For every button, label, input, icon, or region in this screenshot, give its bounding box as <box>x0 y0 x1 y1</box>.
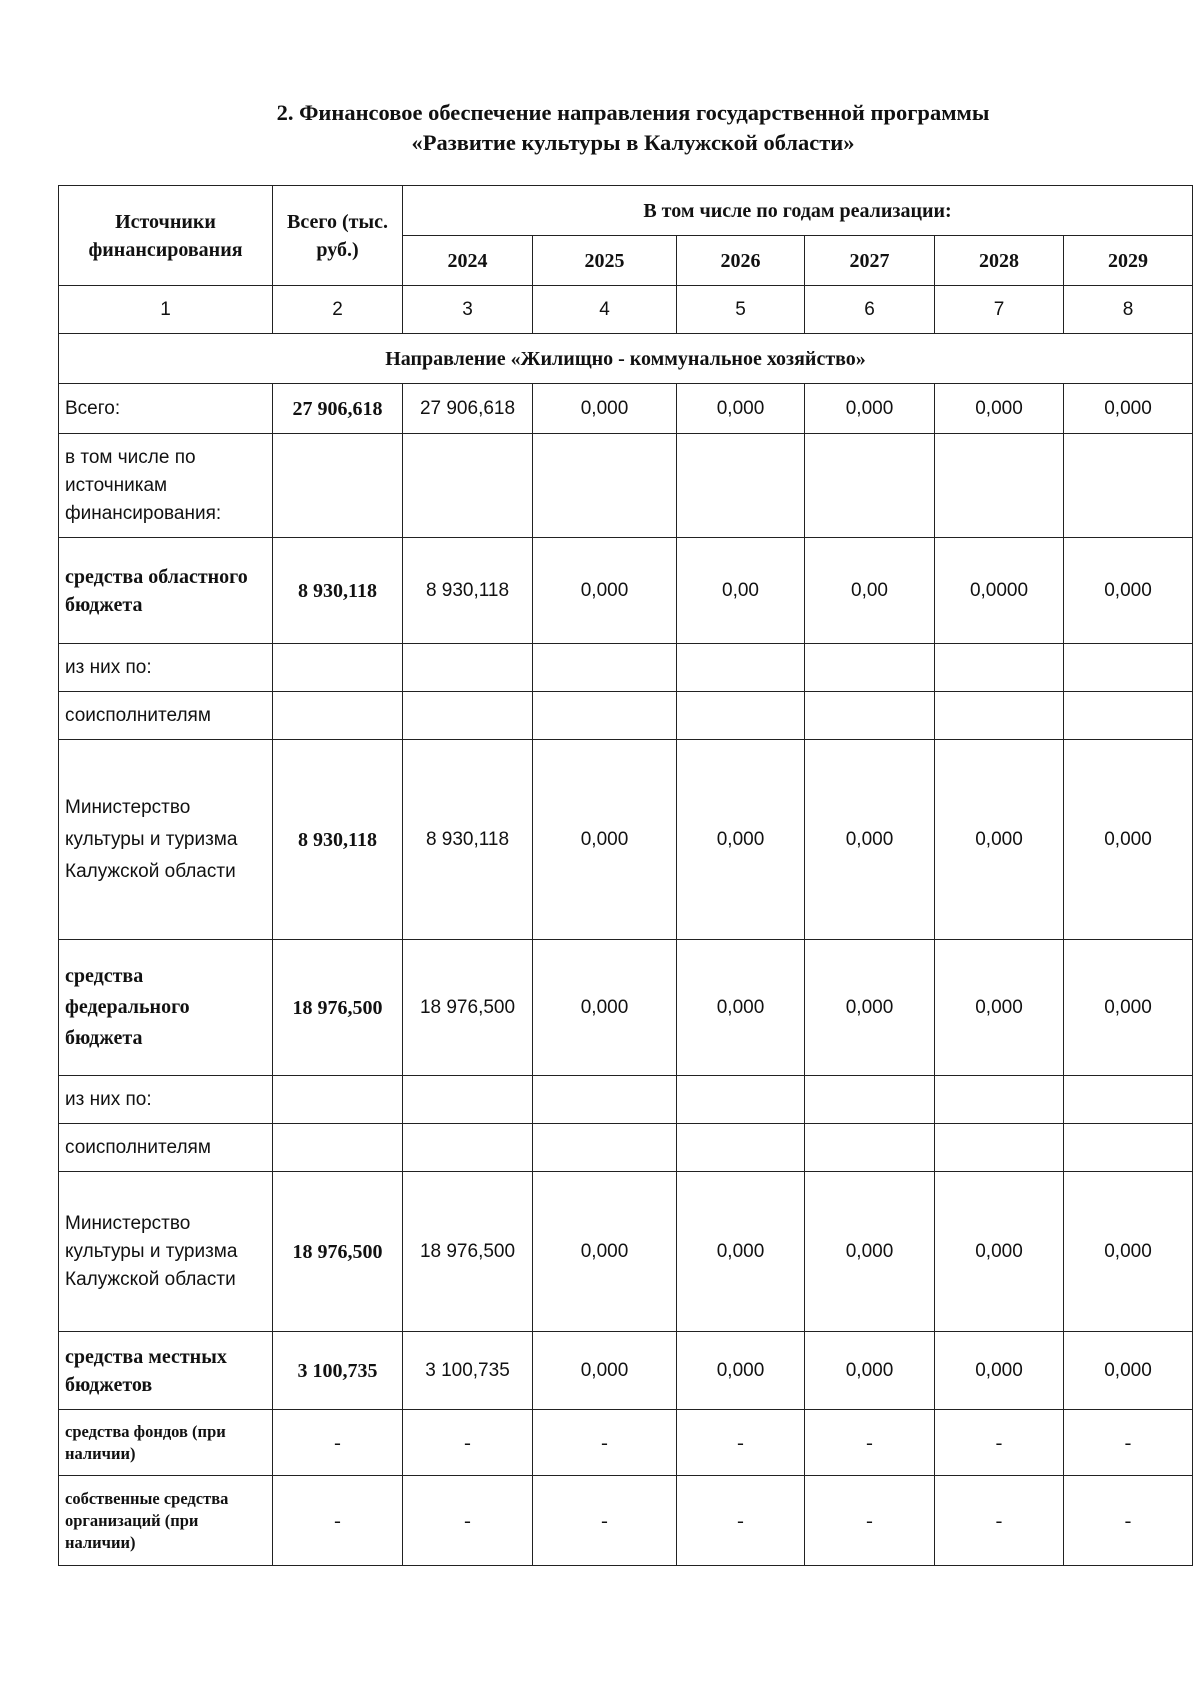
row-year-value: 27 906,618 <box>403 384 533 434</box>
row-label: средства фондов (при наличии) <box>59 1410 273 1476</box>
row-year-value <box>805 692 935 740</box>
row-year-value: 0,000 <box>533 1332 677 1410</box>
row-year-value <box>677 1124 805 1172</box>
row-year-value: - <box>403 1410 533 1476</box>
row-year-value <box>677 1076 805 1124</box>
row-year-value: - <box>677 1476 805 1566</box>
row-total <box>273 644 403 692</box>
row-year-value: - <box>805 1476 935 1566</box>
row-year-value: 0,000 <box>533 538 677 644</box>
row-year-value: 0,000 <box>1064 538 1193 644</box>
row-year-value <box>1064 434 1193 538</box>
row-year-value <box>805 644 935 692</box>
row-year-value <box>533 692 677 740</box>
header-year: 2028 <box>935 236 1064 286</box>
table-row <box>59 1124 1193 1172</box>
row-year-value: 0,000 <box>533 940 677 1076</box>
row-year-value <box>935 644 1064 692</box>
header-row-1 <box>59 186 1193 236</box>
row-total: - <box>273 1410 403 1476</box>
row-year-value: 0,0000 <box>935 538 1064 644</box>
header-total: Всего (тыс. руб.) <box>273 186 403 286</box>
column-number: 3 <box>403 286 533 334</box>
row-year-value: 0,000 <box>805 940 935 1076</box>
column-number: 2 <box>273 286 403 334</box>
row-year-value: 0,00 <box>805 538 935 644</box>
row-year-value: 0,000 <box>677 1172 805 1332</box>
title-line-2: «Развитие культуры в Калужской области» <box>411 130 855 155</box>
row-year-value: 0,000 <box>1064 740 1193 940</box>
page-title <box>0 98 1200 158</box>
section-row <box>59 334 1193 384</box>
row-year-value <box>805 1076 935 1124</box>
row-year-value: - <box>935 1476 1064 1566</box>
row-year-value <box>677 692 805 740</box>
row-year-value <box>403 644 533 692</box>
header-year: 2024 <box>403 236 533 286</box>
row-year-value: 0,000 <box>677 1332 805 1410</box>
row-year-value: 0,000 <box>1064 384 1193 434</box>
header-year: 2026 <box>677 236 805 286</box>
row-year-value: 0,000 <box>533 740 677 940</box>
header-year: 2029 <box>1064 236 1193 286</box>
row-year-value: 0,000 <box>805 1172 935 1332</box>
row-year-value <box>935 692 1064 740</box>
row-label: средства местных бюджетов <box>59 1332 273 1410</box>
table-row <box>59 384 1193 434</box>
header-year: 2027 <box>805 236 935 286</box>
column-number: 7 <box>935 286 1064 334</box>
row-year-value: - <box>935 1410 1064 1476</box>
row-year-value: 0,000 <box>533 384 677 434</box>
row-year-value <box>935 1076 1064 1124</box>
row-year-value: - <box>1064 1410 1193 1476</box>
row-year-value <box>1064 1076 1193 1124</box>
column-number: 5 <box>677 286 805 334</box>
table-row <box>59 1410 1193 1476</box>
table-row <box>59 644 1193 692</box>
row-year-value: 0,000 <box>935 940 1064 1076</box>
row-year-value <box>805 434 935 538</box>
row-label: соисполнителям <box>59 1124 273 1172</box>
table-row <box>59 940 1193 1076</box>
row-total: 8 930,118 <box>273 538 403 644</box>
row-total <box>273 1124 403 1172</box>
row-year-value <box>935 1124 1064 1172</box>
row-year-value: - <box>533 1476 677 1566</box>
row-total: 3 100,735 <box>273 1332 403 1410</box>
row-total: 8 930,118 <box>273 740 403 940</box>
row-year-value: 0,000 <box>1064 1172 1193 1332</box>
row-year-value: 0,000 <box>935 1332 1064 1410</box>
row-year-value: - <box>677 1410 805 1476</box>
row-total: 18 976,500 <box>273 940 403 1076</box>
row-year-value <box>403 692 533 740</box>
column-number: 6 <box>805 286 935 334</box>
row-year-value <box>1064 1124 1193 1172</box>
column-number: 8 <box>1064 286 1193 334</box>
column-numbers-row <box>59 286 1193 334</box>
row-label: средства федерального бюджета <box>59 940 273 1076</box>
row-year-value: 18 976,500 <box>403 1172 533 1332</box>
row-year-value: 0,000 <box>1064 940 1193 1076</box>
section-title: Направление «Жилищно - коммунальное хозяйство» <box>59 334 1193 384</box>
row-year-value: 8 930,118 <box>403 740 533 940</box>
row-label: Министерство культуры и туризма Калужской области <box>59 740 273 940</box>
row-year-value <box>403 1124 533 1172</box>
row-total <box>273 692 403 740</box>
table-row <box>59 1332 1193 1410</box>
column-number: 4 <box>533 286 677 334</box>
row-year-value <box>935 434 1064 538</box>
row-year-value: - <box>533 1410 677 1476</box>
row-year-value <box>677 434 805 538</box>
table-row <box>59 692 1193 740</box>
row-total: - <box>273 1476 403 1566</box>
row-year-value: - <box>805 1410 935 1476</box>
row-year-value <box>533 1124 677 1172</box>
header-years-group: В том числе по годам реализации: <box>403 186 1193 236</box>
row-label: соисполнителям <box>59 692 273 740</box>
row-year-value: 0,000 <box>935 740 1064 940</box>
row-year-value: 0,000 <box>805 1332 935 1410</box>
table-row <box>59 1172 1193 1332</box>
row-year-value: 0,000 <box>677 740 805 940</box>
row-year-value: 0,000 <box>805 384 935 434</box>
row-year-value: 0,000 <box>1064 1332 1193 1410</box>
table-row <box>59 740 1193 940</box>
financing-table <box>58 185 1193 1566</box>
row-year-value <box>403 434 533 538</box>
row-year-value: 0,000 <box>533 1172 677 1332</box>
header-sources: Источники финансирования <box>59 186 273 286</box>
row-label: собственные средства организаций (при наличии) <box>59 1476 273 1566</box>
row-year-value: 8 930,118 <box>403 538 533 644</box>
row-label: в том числе по источникам финансирования: <box>59 434 273 538</box>
row-label: Всего: <box>59 384 273 434</box>
row-year-value <box>533 434 677 538</box>
row-year-value <box>1064 692 1193 740</box>
table-row <box>59 1476 1193 1566</box>
row-year-value: - <box>403 1476 533 1566</box>
title-line-1: 2. Финансовое обеспечение направления государственной программы <box>276 100 990 125</box>
row-year-value <box>533 1076 677 1124</box>
row-year-value: 3 100,735 <box>403 1332 533 1410</box>
table-row <box>59 434 1193 538</box>
row-year-value: - <box>1064 1476 1193 1566</box>
row-year-value: 0,000 <box>935 1172 1064 1332</box>
row-year-value <box>1064 644 1193 692</box>
row-total: 27 906,618 <box>273 384 403 434</box>
row-year-value <box>677 644 805 692</box>
row-year-value: 0,000 <box>677 940 805 1076</box>
row-total: 18 976,500 <box>273 1172 403 1332</box>
row-label: средства областного бюджета <box>59 538 273 644</box>
row-year-value: 0,000 <box>935 384 1064 434</box>
table-row <box>59 1076 1193 1124</box>
table-row <box>59 538 1193 644</box>
header-year: 2025 <box>533 236 677 286</box>
row-total <box>273 434 403 538</box>
column-number: 1 <box>59 286 273 334</box>
row-year-value: 0,000 <box>677 384 805 434</box>
row-label: Министерство культуры и туризма Калужской области <box>59 1172 273 1332</box>
row-year-value: 0,000 <box>805 740 935 940</box>
row-year-value <box>533 644 677 692</box>
row-total <box>273 1076 403 1124</box>
row-label: из них по: <box>59 644 273 692</box>
row-year-value <box>403 1076 533 1124</box>
row-year-value: 0,00 <box>677 538 805 644</box>
row-label: из них по: <box>59 1076 273 1124</box>
row-year-value <box>805 1124 935 1172</box>
row-year-value: 18 976,500 <box>403 940 533 1076</box>
